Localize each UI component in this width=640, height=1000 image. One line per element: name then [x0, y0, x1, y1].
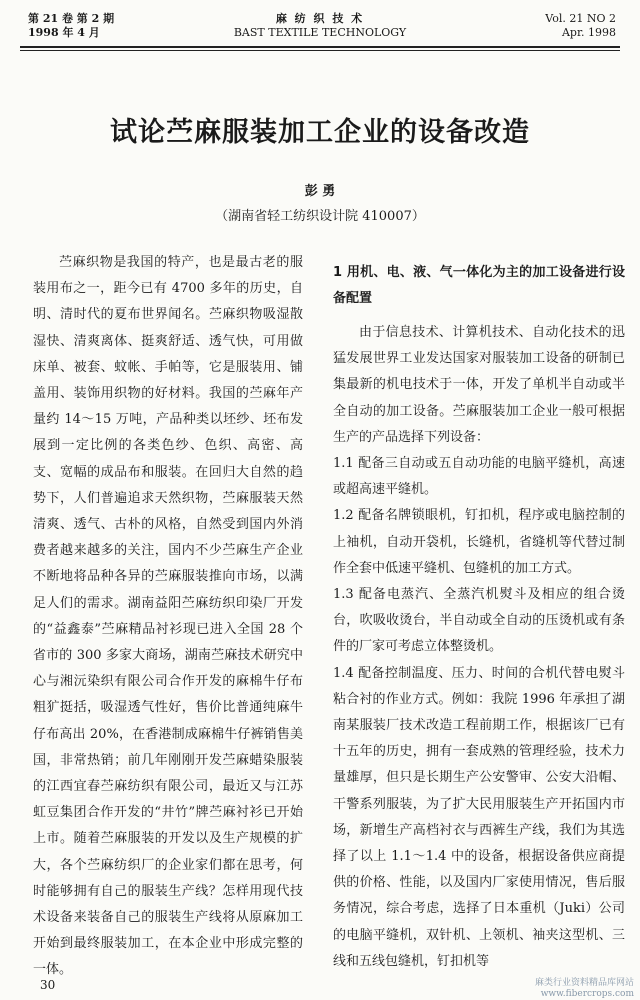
header-rule-thin [20, 50, 620, 51]
list-item-1-4: 1.4 配备控制温度、压力、时间的合机代替电熨斗粘合衬的作业方式。例如：我院 1996 年承担了湖南某服装厂技术改造工程前期工作，根据该厂已有十五年的历史，拥有一套成熟的管理经验，技术力量雄厚，但只是长期生产公安警审、公安大沿帽、干警系列服装，为了扩大民用服装生产开拓国内市场，新增生产高档衬衣与西裤生产线，我们为其选择了以上 1.1～1.4 中的设备，根据设备供应商提供的价格、性能，以及国内厂家使用情况，售后服务情况，综合考虑，选择了日本重机（Juki）公司的电脑平缝机，双针机、上领机、袖夹这型机、三线和五线包缝机，钉扣机等 [333, 665, 625, 969]
header-journal-cn: 麻 纺 织 技 术 [275, 12, 365, 25]
header-journal-en: BAST TEXTILE TECHNOLOGY [233, 26, 407, 39]
section-heading: 1 用机、电、液、气一体化为主的加工设备进行设备配置 [333, 265, 625, 306]
right-column [333, 250, 625, 975]
page-number: 30 [40, 978, 56, 992]
header-rule-thick [20, 46, 620, 48]
section-intro: 由于信息技术、计算机技术、自动化技术的迅猛发展世界工业发达国家对服装加工设备的研制已集最新的机电技术于一体，开发了单机半自动或半全自动的加工设备。苎麻服装加工企业一般可根据生产的产品选择下列设备： [333, 325, 625, 445]
article-affiliation: （湖南省轻工纺织设计院 410007） [215, 209, 425, 224]
site-watermark [535, 978, 634, 1000]
article-author: 彭 勇 [304, 184, 336, 199]
left-column [33, 250, 303, 984]
header-date-en: Apr. 1998 [561, 26, 616, 39]
header-journal-block [20, 12, 620, 40]
watermark-line-2: www.fibercrops.com [540, 989, 634, 999]
header-volume-cn: 第 21 卷 第 2 期 [28, 12, 115, 25]
running-header [20, 12, 620, 44]
list-item-1-1: 1.1 配备三自动或五自动功能的电脑平缝机，高速或超高速平缝机。 [333, 456, 625, 498]
body-paragraph: 苎麻织物是我国的特产，也是最古老的服装用布之一，距今已有 4700 多年的历史，自明、清时代的夏布世界闻名。苎麻织物吸湿散湿快、清爽离体、挺爽舒适、透气快，可用做床单、被套、蚊帐、手帕等，它是服装用、铺盖用、装饰用织物的好材料。我国的苎麻年产量约 14～15 万吨，产品种类以坯纱、坯布发展到一定比例的各类色纱、色织、高密、高支、宽幅的成品布和服装。在回归大自然的趋势下，人们普遍追求天然织物，苎麻服装天然清爽、透气、古朴的风格，自然受到国内外消费者越来越多的关注，国内不少苎麻生产企业不断地将品种各异的苎麻服装推向市场，以满足人们的需求。湖南益阳苎麻纺织印染厂开发的“益鑫泰”苎麻精品衬衫现已进入全国 28 个省市的 300 多家大商场，湖南苎麻技术研究中心与湘沅染织有限公司合作开发的麻棉牛仔布粗犷挺括，吸湿透气性好，售价比普通纯麻牛仔布高出 20%，在香港制成麻棉牛仔裤销售美国，非常热销；前几年刚刚开发苎麻蜡染服装的江西宜春苎麻纺织有限公司，最近又与江苏虹豆集团合作开发的“井竹”牌苎麻衬衫已开始上市。随着苎麻服装的开发以及生产规模的扩大，各个苎麻纺织厂的企业家们都在思考，何时能够拥有自己的服装生产线？怎样用现代技术设备来装备自己的服装生产线将从原麻加工开始到最终服装加工，在本企业中形成完整的一体。 [33, 255, 303, 978]
header-date-cn: 1998 年 4 月 [28, 26, 100, 39]
header-volume-en: Vol. 21 NO 2 [545, 12, 616, 25]
list-item-1-3: 1.3 配备电蒸汽、全蒸汽机熨斗及相应的组合烫台，吹吸收烫台，半自动或全自动的压烫机或有条件的厂家可考虑立体整烫机。 [333, 587, 625, 655]
watermark-line-1: 麻类行业资料精品库网站 [534, 978, 634, 988]
header-volume-en-block [545, 12, 616, 40]
list-item-1-2: 1.2 配备名牌锁眼机，钉扣机，程序或电脑控制的上袖机，自动开袋机，长缝机，省缝机等代替过制作全套中低速平缝机、包缝机的加工方式。 [333, 508, 625, 576]
article-title: 试论苎麻服装加工企业的设备改造 [110, 117, 530, 148]
